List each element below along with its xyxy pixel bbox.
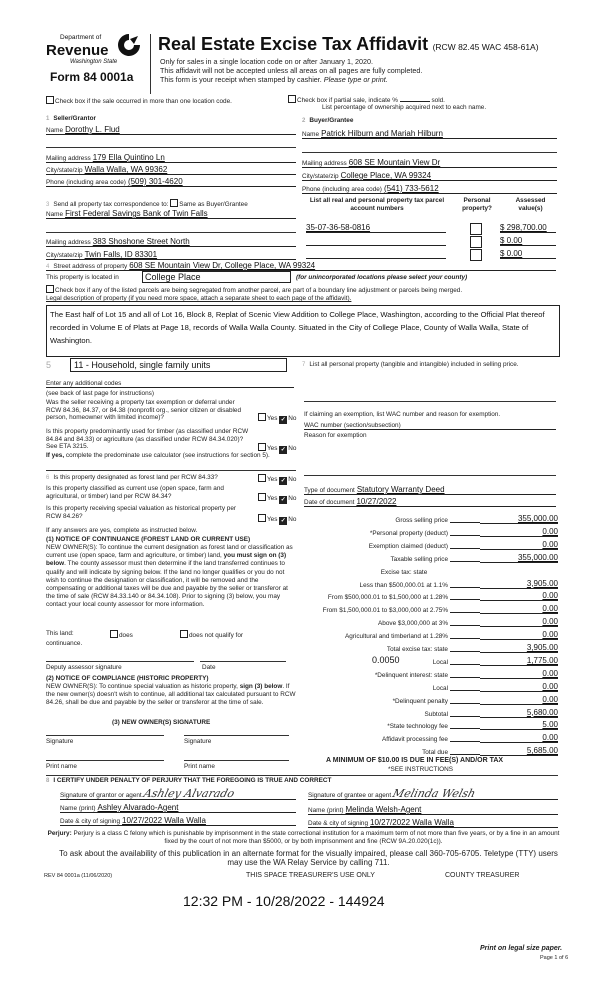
current-use-question: Is this property classified as current use (open space, farm and agricultural, or timber) land per RCW 84.34? (46, 485, 224, 501)
seller-name-field[interactable]: Name Dorothy L. Flud (46, 124, 296, 135)
tax-row (300, 538, 558, 550)
exemption-claim-label: If claiming an exemption, list WAC number and reason for exemption. (304, 411, 501, 418)
see-instructions: *SEE INSTRUCTIONS (388, 766, 453, 773)
county-treasurer-label: COUNTY TREASURER (445, 872, 520, 879)
this-land-label: This land: (46, 630, 74, 637)
owner1-signature-line[interactable] (46, 735, 164, 736)
assessed-value-field[interactable]: $ 0.00 (500, 248, 556, 259)
tax-row-leader (450, 651, 480, 652)
legal-size-note: Print on legal size paper. (480, 945, 563, 952)
use-code-select[interactable]: 11 - Household, single family units (70, 358, 287, 372)
buyer-name-line2 (302, 152, 557, 153)
correspondence-label: 3 Send all property tax correspondence to: Same as Buyer/Grantee (46, 201, 248, 208)
tax-row (300, 602, 558, 614)
tax-row-value[interactable]: 3,905.00 (480, 643, 558, 653)
seller-mailing-field[interactable]: Mailing address 179 Ella Quintino Ln (46, 152, 296, 163)
page-title: Real Estate Excise Tax Affidavit (RCW 82.45 WAC 458-61A) (158, 34, 539, 54)
logo-swirl-icon (116, 32, 142, 58)
tax-row-leader (450, 587, 480, 588)
tax-row-value[interactable]: 5,685.00 (480, 746, 558, 756)
parcel-number-field[interactable] (306, 248, 446, 259)
tax-row-label: Affidavit processing fee (382, 736, 448, 744)
tax-row (300, 654, 558, 666)
tax-row-leader (450, 612, 480, 613)
tax-row-value[interactable]: 0.00 (480, 695, 558, 705)
tax-row-label: Local (432, 684, 448, 692)
correspondence-name-field[interactable]: Name First Federal Savings Bank of Twin Falls (46, 208, 296, 219)
perjury-note: Perjury: Perjury is a class C felony which is punishable by imprisonment in the state correctional institution for a maximum term of not more than five years, or by a fine in an amount fixed by the court of not more than $5000, or by both imprisonment and fine (RCW 9A.20.020(1c)). (47, 830, 560, 845)
tax-row-label: *State technology fee (387, 723, 448, 731)
notice1-title: (1) NOTICE OF CONTINUANCE (FOREST LAND OR CURRENT USE) (46, 536, 251, 543)
legal-description-box[interactable]: The East half of Lot 15 and all of Lot 16, Block 8, Replat of Scenic View Addition to College Place, Washington, according to the Official Plat thereof recorded in Volume E of Plats at Page 18, records of Walla Walla County. Situated in the City of College Place, County of Walla Walla, State of Washington. (46, 305, 560, 357)
current-use-yes-no[interactable]: Yes ✓ No (258, 493, 296, 504)
certify-title: 8 I CERTIFY UNDER PENALTY OF PERJURY THAT THE FOREGOING IS TRUE AND CORRECT (46, 777, 332, 784)
additional-codes-field[interactable]: Enter any additional codes (46, 377, 294, 388)
tax-row-label: Exemption claimed (deduct) (368, 542, 448, 550)
personal-property-label: 7 List all personal property (tangible and intangible) included in selling price. (302, 361, 519, 368)
tax-row (300, 512, 558, 524)
legal-description-label: Legal description of property (if you need more space, attach a separate sheet to each page of the affidavit). (46, 295, 352, 302)
tax-row (300, 731, 558, 743)
grantor-signature-field[interactable]: Signature of grantor or agent Ashley Alvarado (60, 789, 296, 800)
page-number: Page 1 of 6 (540, 955, 569, 961)
correspondence-mailing-field[interactable]: Mailing address 383 Shoshone Street North (46, 236, 296, 247)
doc-type-field[interactable]: Type of document Statutory Warranty Deed (304, 484, 556, 495)
tax-row-label: Gross selling price (395, 517, 448, 524)
tax-row-value[interactable]: 0.00 (480, 617, 558, 627)
header-divider (150, 34, 151, 94)
tax-row (300, 615, 558, 627)
section5-divider (46, 470, 296, 471)
owner2-signature-line[interactable] (184, 735, 289, 736)
form-number: Form 84 0001a (50, 70, 134, 84)
tax-row-leader (450, 728, 480, 729)
tax-row (300, 706, 558, 718)
recording-stamp: 12:32 PM - 10/28/2022 - 144924 (183, 893, 385, 909)
tax-row-value[interactable]: 0.00 (480, 682, 558, 692)
grantee-name-field[interactable]: Name (print) Melinda Welsh-Agent (308, 804, 558, 815)
notice2-text: NEW OWNER(S): To continue special valuation as historic property, sign (3) below. If the new owner(s) doesn't wish to continue, all additional tax calculated pursuant to RCW 84.26, shall be due and payable by the seller or transferor at the time of sale. (46, 683, 296, 707)
tax-row (300, 667, 558, 679)
tax-row (300, 564, 558, 576)
tax-row-value[interactable]: 0.00 (480, 669, 558, 679)
tax-row (300, 641, 558, 653)
local-rate: 0.0050 (372, 655, 400, 665)
dor-logo (46, 32, 141, 68)
tax-row-value[interactable]: 0.00 (480, 733, 558, 743)
treasurer-use-label: THIS SPACE TREASURER'S USE ONLY (246, 872, 375, 879)
tax-row-label: Total due (422, 749, 448, 757)
header-line2: This affidavit will not be accepted unless all areas on all pages are fully completed. (160, 66, 423, 75)
tax-row-label: *Delinquent interest: state (374, 671, 448, 679)
tax-row-label: Above $3,000,000 at 3% (378, 620, 448, 628)
tax-row-value[interactable]: 355,000.00 (480, 553, 558, 563)
tax-row-leader (450, 599, 480, 600)
reason-label: Reason for exemption (304, 432, 367, 439)
deputy-date-label: Date (202, 664, 216, 671)
forest-yes-no[interactable]: Yes ✓ No (258, 474, 296, 485)
personal-col-header: Personal property? (462, 197, 492, 212)
section5-number: 5 (46, 360, 52, 370)
tax-row (300, 744, 558, 756)
correspondence-city-field[interactable]: City/state/zip Twin Falls, ID 83301 (46, 249, 296, 260)
tax-row-label: Agricultural and timberland at 1.28% (344, 633, 448, 641)
tax-row-leader (450, 561, 480, 562)
certify-divider (46, 775, 558, 776)
tax-row-value[interactable]: 0.00 (480, 630, 558, 640)
located-in-select[interactable]: College Place (142, 271, 291, 283)
parcel-number-field[interactable] (306, 235, 446, 246)
property-street-field[interactable]: 4 Street address of property 608 SE Mountain View Dr, College Place, WA 99324 (46, 260, 556, 271)
seller-heading: 1 Seller/Grantor (46, 115, 96, 122)
tax-row-leader (450, 741, 480, 742)
owner2-print-line[interactable] (184, 760, 289, 761)
buyer-mailing-field[interactable]: Mailing address 608 SE Mountain View Dr (302, 157, 557, 168)
header-line3: This form is your receipt when stamped by cashier. Please type or print. (160, 75, 388, 84)
buyer-heading: 2 Buyer/Grantee (302, 117, 354, 124)
assessed-value-field[interactable]: $ 0.00 (500, 235, 556, 246)
tax-row-label: Subtotal (424, 710, 448, 718)
tax-row-value[interactable]: 1,775.00 (480, 656, 558, 666)
list-percentage-note: List percentage of ownership acquired next to each name. (322, 104, 487, 111)
minimum-due-note: A MINIMUM OF $10.00 IS DUE IN FEE(S) AND/OR TAX (326, 757, 504, 764)
tax-row-label: *Personal property (deduct) (369, 529, 448, 537)
notice3-title: (3) NEW OWNER(S) SIGNATURE (112, 719, 211, 726)
tax-row (300, 718, 558, 730)
grantor-name-field[interactable]: Name (print) Ashley Alvarado-Agent (60, 802, 296, 813)
tax-row-leader (450, 625, 480, 626)
buyer-phone-field[interactable]: Phone (including area code) (541) 733-5612 (302, 183, 557, 194)
segregated-checkbox[interactable]: Check box if any of the listed parcels are being segregated from another parcel, are part of a boundary line adjustment or parcels being merged. (46, 285, 462, 294)
tax-row-leader (450, 703, 480, 704)
header-line1: Only for sales in a single location code on or after January 1, 2020. (160, 57, 373, 66)
owner2-signature-label: Signature (184, 738, 212, 745)
assessed-value-field[interactable]: $ 298,700.00 (500, 222, 556, 233)
if-yes-note: If yes, complete the predominate use calculator (see instructions for section 5). (46, 452, 270, 459)
continuance-label: continuance. (46, 640, 83, 647)
exemption-question: Was the seller receiving a property tax exemption or deferral under RCW 84.36, 84.37, or 84.38 (nonprofit org., senior citizen or disabled person, homeowner with limited income)? (46, 399, 242, 421)
notice1-text: NEW OWNER(S): To continue the current designation as forest land or classification as current use (open space, farm and agriculture, or timber) land, you must sign on (3) below. The county assessor must then determine if the land transferred continues to qualify and will indicate by signing below. If the land no longer qualifies or you do not wish to continue the designation or classification, it will be removed and the compensating or additional taxes will be due and payable by the seller or transferor at the time of sale (RCW 84.33.140 or 84.34.108). Prior to signing (3) below, you may contact your local county assessor for more information. (46, 544, 293, 609)
tax-row-value[interactable]: 0.00 (480, 527, 558, 537)
located-in-note: (for unincorporated locations please select your county) (296, 274, 468, 281)
logo-dept: Department of (60, 34, 102, 41)
tax-row (300, 680, 558, 692)
deputy-date-line[interactable] (200, 661, 286, 662)
grantor-date-field[interactable]: Date & city of signing 10/27/2022 Walla Walla (60, 815, 296, 826)
forest-question: 6 Is this property designated as forest land per RCW 84.33? (46, 474, 218, 481)
historical-yes-no[interactable]: Yes ✓ No (258, 514, 296, 525)
tax-row-leader (450, 677, 480, 678)
grantee-date-field[interactable]: Date & city of signing 10/27/2022 Walla Walla (308, 817, 558, 828)
any-yes-note: If any answers are yes, complete as instructed below. (46, 527, 198, 534)
wac-number-field[interactable]: WAC number (section/subsection) (304, 419, 556, 430)
tax-row-label: Total excise tax: state (386, 646, 448, 653)
does-not-checkbox[interactable]: does not qualify for (180, 630, 243, 639)
parcel-number-field[interactable]: 35-07-36-58-0816 (306, 222, 446, 233)
tax-row (300, 693, 558, 705)
exemption-yes-no[interactable]: Yes ✓ No (258, 413, 296, 424)
seller-name-line2 (46, 147, 296, 148)
owner1-signature-label: Signature (46, 738, 74, 745)
seller-phone-field[interactable]: Phone (including area code) (509) 301-4620 (46, 176, 296, 187)
buyer-city-field[interactable]: City/state/zip College Place, WA 99324 (302, 170, 557, 181)
assessed-col-header: Assessed value(s) (515, 197, 546, 212)
tax-row-leader (450, 664, 480, 665)
tax-row-leader (450, 690, 480, 691)
tax-row (300, 551, 558, 563)
tax-row-label: *Delinquent penalty (392, 697, 448, 705)
tax-row-label: Excise tax: state (380, 568, 428, 576)
deputy-signature-line[interactable] (46, 661, 194, 662)
correspondence-line2 (46, 232, 296, 233)
timber-question: Is this property predominantly used for timber (as classified under RCW 84.84 and 84.33) or agriculture (as classified under RCW 84.34.020)? See ETA 3215. (46, 428, 249, 450)
tax-row (300, 589, 558, 601)
tax-row-value[interactable]: 355,000.00 (480, 514, 558, 524)
revision-label: REV 84 0001a (11/06/2020) (44, 873, 113, 879)
owner1-print-line[interactable] (46, 760, 164, 761)
historical-question: Is this property receiving special valuation as historical property per RCW 84.26? (46, 505, 237, 521)
tax-row-label: Local (432, 658, 448, 666)
multi-location-checkbox[interactable]: Check box if the sale occurred in more than one location code. (46, 96, 232, 105)
grantee-signature-field[interactable]: Signature of grantee or agent Melinda Welsh (308, 789, 558, 800)
tax-row-label: Taxable selling price (390, 555, 448, 563)
tax-row-label: From $1,500,000.01 to $3,000,000 at 2.75% (322, 607, 448, 615)
parcel-col-header: List all real and personal property tax parcel account numbers (309, 197, 445, 212)
tax-row-leader (450, 535, 480, 536)
tax-row-value[interactable]: 0.00 (480, 604, 558, 614)
partial-sale-checkbox[interactable]: Check box if partial sale, indicate % sold. (288, 95, 445, 104)
timber-yes-no[interactable]: Yes ✓ No (258, 443, 296, 454)
alternate-format-note: To ask about the availability of this publication in an alternate format for the visually impaired, please call 360-705-6705. Teletype (TTY) users may use the WA Relay Service by calling 711. (59, 849, 558, 867)
tax-row-leader (450, 548, 480, 549)
tax-row (300, 628, 558, 640)
deputy-signature-label: Deputy assessor signature (46, 664, 122, 671)
tax-row-value[interactable]: 0.00 (480, 540, 558, 550)
owner2-print-label: Print name (184, 763, 215, 770)
located-in-label: This property is located in (46, 274, 119, 281)
tax-row-leader (450, 754, 480, 755)
tax-row-leader (450, 638, 480, 639)
tax-row-leader (450, 522, 480, 523)
personal-property-checkbox[interactable] (470, 236, 482, 248)
tax-row-label: From $500,000.01 to $1,500,000 at 1.28% (327, 594, 448, 602)
tax-row (300, 525, 558, 537)
tax-row-value[interactable]: 0.00 (480, 591, 558, 601)
doc-date-field[interactable]: Date of document 10/27/2022 (304, 496, 556, 507)
notice2-title: (2) NOTICE OF COMPLIANCE (HISTORIC PROPERTY) (46, 675, 209, 682)
same-as-buyer-checkbox[interactable] (170, 199, 178, 207)
tax-row-leader (450, 716, 480, 717)
buyer-name-field[interactable]: Name Patrick Hilburn and Mariah Hilburn (302, 128, 557, 139)
logo-state: Washington State (70, 59, 118, 65)
tax-row-value[interactable]: 5,680.00 (480, 708, 558, 718)
reason-line[interactable] (304, 475, 556, 476)
personal-property-checkbox[interactable] (470, 223, 482, 235)
see-back-note: (see back of last page for instructions) (46, 390, 154, 397)
tax-row-label: Less than $500,000.01 at 1.1% (359, 581, 448, 589)
tax-row-value[interactable]: 5.00 (480, 720, 558, 730)
owner1-print-label: Print name (46, 763, 77, 770)
tax-row-value[interactable]: 3,905.00 (480, 579, 558, 589)
logo-revenue: Revenue (46, 42, 109, 59)
personal-property-line[interactable] (304, 401, 556, 402)
seller-city-field[interactable]: City/state/zip Walla Walla, WA 99362 (46, 164, 296, 175)
does-checkbox[interactable]: does (110, 630, 133, 639)
tax-row (300, 577, 558, 589)
